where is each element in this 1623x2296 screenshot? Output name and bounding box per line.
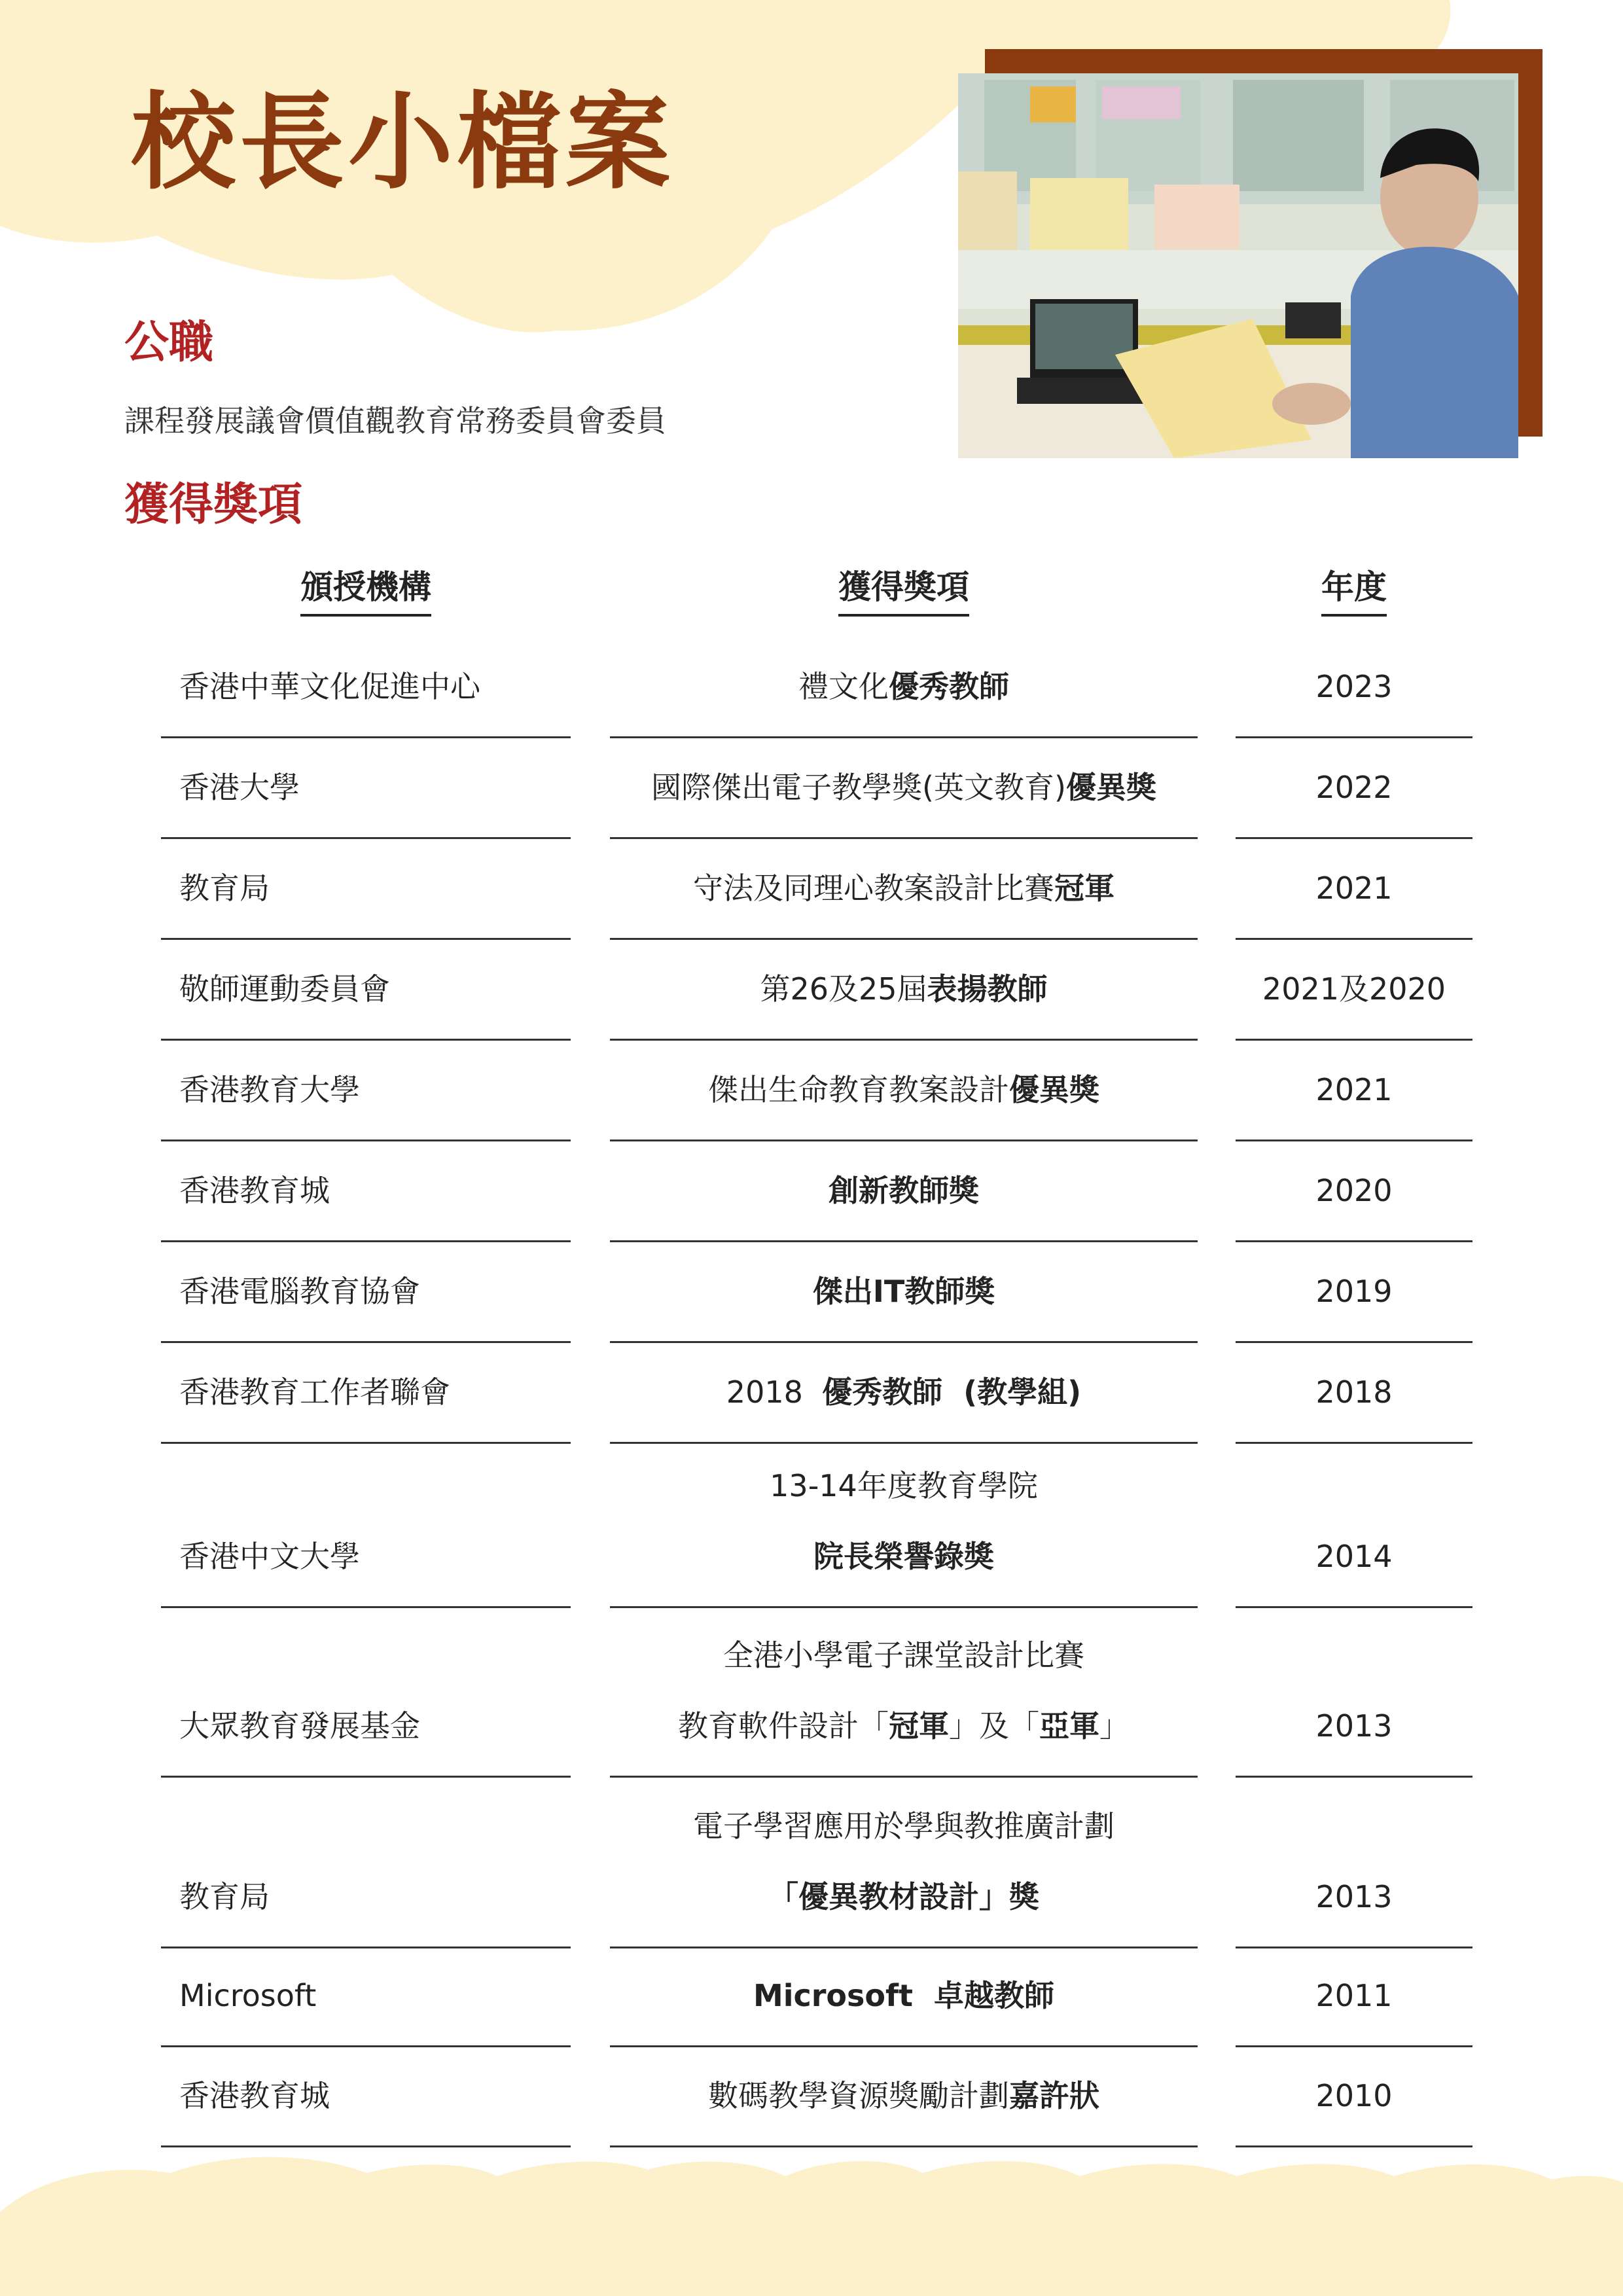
award-name-text: 全港小學電子課堂設計比賽 [723, 1638, 1084, 1673]
award-institution: 敬師運動委員會 [179, 971, 390, 1007]
award-year: 2018 [1315, 1374, 1393, 1410]
award-name-line [610, 1808, 1198, 1844]
award-name-emphasis: 冠軍 [1054, 870, 1115, 906]
award-name-emphasis: 亞軍 [1039, 1708, 1099, 1744]
award-name-line [610, 1879, 1198, 1914]
award-year: 2021及2020 [1262, 971, 1446, 1007]
award-name-emphasis: 優秀教師 (教學組) [822, 1374, 1082, 1410]
public-office-text: 課程發展議會價值觀教育常務委員會委員 [124, 403, 666, 439]
award-year-cell [1236, 940, 1472, 1041]
award-row [0, 839, 1623, 940]
award-year-cell [1236, 1608, 1472, 1778]
award-row [0, 1948, 1623, 2047]
award-name-cell [610, 1778, 1198, 1948]
column-header-award: 獲得獎項 [610, 571, 1198, 617]
award-year-cell [1236, 1778, 1472, 1948]
award-name-text: 2018 [726, 1374, 823, 1410]
award-name-line [610, 1274, 1198, 1309]
award-name-line [610, 1978, 1198, 2013]
award-name-text: 電子學習應用於學與教推廣計劃 [693, 1808, 1115, 1844]
award-institution-cell [161, 637, 571, 738]
award-year: 2019 [1315, 1274, 1393, 1309]
award-name-emphasis: 創新教師獎 [829, 1173, 979, 1208]
award-name-cell [610, 1242, 1198, 1343]
award-institution: 教育局 [179, 870, 270, 906]
award-row [0, 738, 1623, 839]
award-year: 2011 [1315, 1978, 1393, 2013]
award-name-text: 數碼教學資源獎勵計劃 [708, 2078, 1009, 2113]
award-name-line [610, 1539, 1198, 1574]
award-name-emphasis: 院長榮譽錄獎 [813, 1539, 994, 1574]
award-name-emphasis: 優秀教師 [889, 669, 1009, 704]
award-institution-cell [161, 1778, 571, 1948]
award-name-cell [610, 1948, 1198, 2047]
award-row [0, 1041, 1623, 1141]
award-year-cell [1236, 1444, 1472, 1608]
column-header-institution: 頒授機構 [161, 571, 571, 617]
award-name-line [610, 870, 1198, 906]
award-name-text: 第26及25屆 [760, 971, 927, 1007]
award-name-cell [610, 1141, 1198, 1242]
award-name-text: 」及「 [949, 1708, 1039, 1744]
award-name-text: 傑出生命教育教案設計 [708, 1072, 1009, 1107]
award-institution: 香港教育城 [179, 1173, 330, 1208]
award-year: 2020 [1315, 1173, 1393, 1208]
award-name-cell [610, 1608, 1198, 1778]
award-row [0, 940, 1623, 1041]
award-row [0, 1608, 1623, 1778]
award-year-cell [1236, 2047, 1472, 2147]
award-name-emphasis: 表揚教師 [927, 971, 1048, 1007]
award-name-cell [610, 1444, 1198, 1608]
award-row [0, 1242, 1623, 1343]
award-institution-cell [161, 839, 571, 940]
award-name-line [610, 1708, 1198, 1744]
award-institution-cell [161, 2047, 571, 2147]
public-office-heading: 公職 [124, 317, 214, 368]
awards-heading: 獲得獎項 [124, 479, 303, 531]
award-year-cell [1236, 738, 1472, 839]
award-name-cell [610, 940, 1198, 1041]
award-institution: 香港中華文化促進中心 [179, 669, 480, 704]
award-year: 2022 [1315, 770, 1393, 805]
award-year: 2013 [1315, 1708, 1393, 1744]
award-year-cell [1236, 1041, 1472, 1141]
award-year: 2014 [1315, 1539, 1393, 1574]
award-name-cell [610, 839, 1198, 940]
award-name-emphasis: 傑出IT教師獎 [812, 1274, 995, 1309]
award-name-line [610, 971, 1198, 1007]
award-year-cell [1236, 839, 1472, 940]
award-year: 2010 [1315, 2078, 1393, 2113]
award-name-text: 守法及同理心教案設計比賽 [693, 870, 1054, 906]
award-name-line [610, 669, 1198, 704]
award-name-cell [610, 1041, 1198, 1141]
award-institution-cell [161, 1343, 571, 1444]
column-header-year: 年度 [1236, 571, 1472, 617]
award-name-text: 13-14年度教育學院 [770, 1468, 1038, 1503]
award-institution: 大眾教育發展基金 [179, 1708, 420, 1744]
award-name-emphasis: 嘉許狀 [1009, 2078, 1099, 2113]
award-name-text: 教育軟件設計「 [678, 1708, 889, 1744]
award-name-cell [610, 1343, 1198, 1444]
award-institution: 香港教育工作者聯會 [179, 1374, 450, 1410]
award-year: 2021 [1315, 1072, 1393, 1107]
award-institution: 香港教育城 [179, 2078, 330, 2113]
award-year-cell [1236, 1242, 1472, 1343]
award-name-emphasis: 優異獎 [1065, 770, 1156, 805]
award-row [0, 1343, 1623, 1444]
award-year-cell [1236, 637, 1472, 738]
award-institution-cell [161, 1242, 571, 1343]
award-institution-cell [161, 1444, 571, 1608]
award-name-line [610, 2078, 1198, 2113]
award-year-cell [1236, 1948, 1472, 2047]
award-name-line [610, 1468, 1198, 1503]
award-institution: 香港大學 [179, 770, 300, 805]
award-name-line [610, 1072, 1198, 1107]
award-name-text: 國際傑出電子教學獎(英文教育) [651, 770, 1066, 805]
award-institution: 香港中文大學 [179, 1539, 360, 1574]
award-row [0, 1141, 1623, 1242]
bottom-cloud-shape [0, 2157, 1623, 2296]
award-name-cell [610, 637, 1198, 738]
award-institution-cell [161, 1041, 571, 1141]
principal-photo [958, 73, 1518, 458]
award-name-emphasis: 冠軍 [889, 1708, 949, 1744]
award-name-line [610, 1638, 1198, 1673]
award-name-emphasis: Microsoft 卓越教師 [753, 1978, 1055, 2013]
award-institution-cell [161, 738, 571, 839]
award-name-text: 」 [1099, 1708, 1130, 1744]
page-title: 校長小檔案 [131, 81, 675, 204]
award-institution: Microsoft [179, 1978, 317, 2013]
award-year-cell [1236, 1343, 1472, 1444]
award-year-cell [1236, 1141, 1472, 1242]
award-year: 2023 [1315, 669, 1393, 704]
award-name-emphasis: 優異獎 [1009, 1072, 1099, 1107]
award-name-text: 禮文化 [798, 669, 889, 704]
award-institution: 香港教育大學 [179, 1072, 360, 1107]
award-institution-cell [161, 1948, 571, 2047]
award-row [0, 637, 1623, 738]
award-name-cell [610, 738, 1198, 839]
award-name-line [610, 770, 1198, 805]
award-row [0, 1778, 1623, 1948]
award-institution-cell [161, 1608, 571, 1778]
award-row [0, 1444, 1623, 1608]
award-institution: 教育局 [179, 1879, 270, 1914]
award-name-cell [610, 2047, 1198, 2147]
award-year: 2021 [1315, 870, 1393, 906]
award-name-emphasis: 「優異教材設計」獎 [768, 1879, 1039, 1914]
award-institution-cell [161, 940, 571, 1041]
award-institution-cell [161, 1141, 571, 1242]
award-institution: 香港電腦教育協會 [179, 1274, 420, 1309]
award-name-line [610, 1374, 1198, 1410]
award-row [0, 2047, 1623, 2147]
award-name-line [610, 1175, 1198, 1206]
award-year: 2013 [1315, 1879, 1393, 1914]
